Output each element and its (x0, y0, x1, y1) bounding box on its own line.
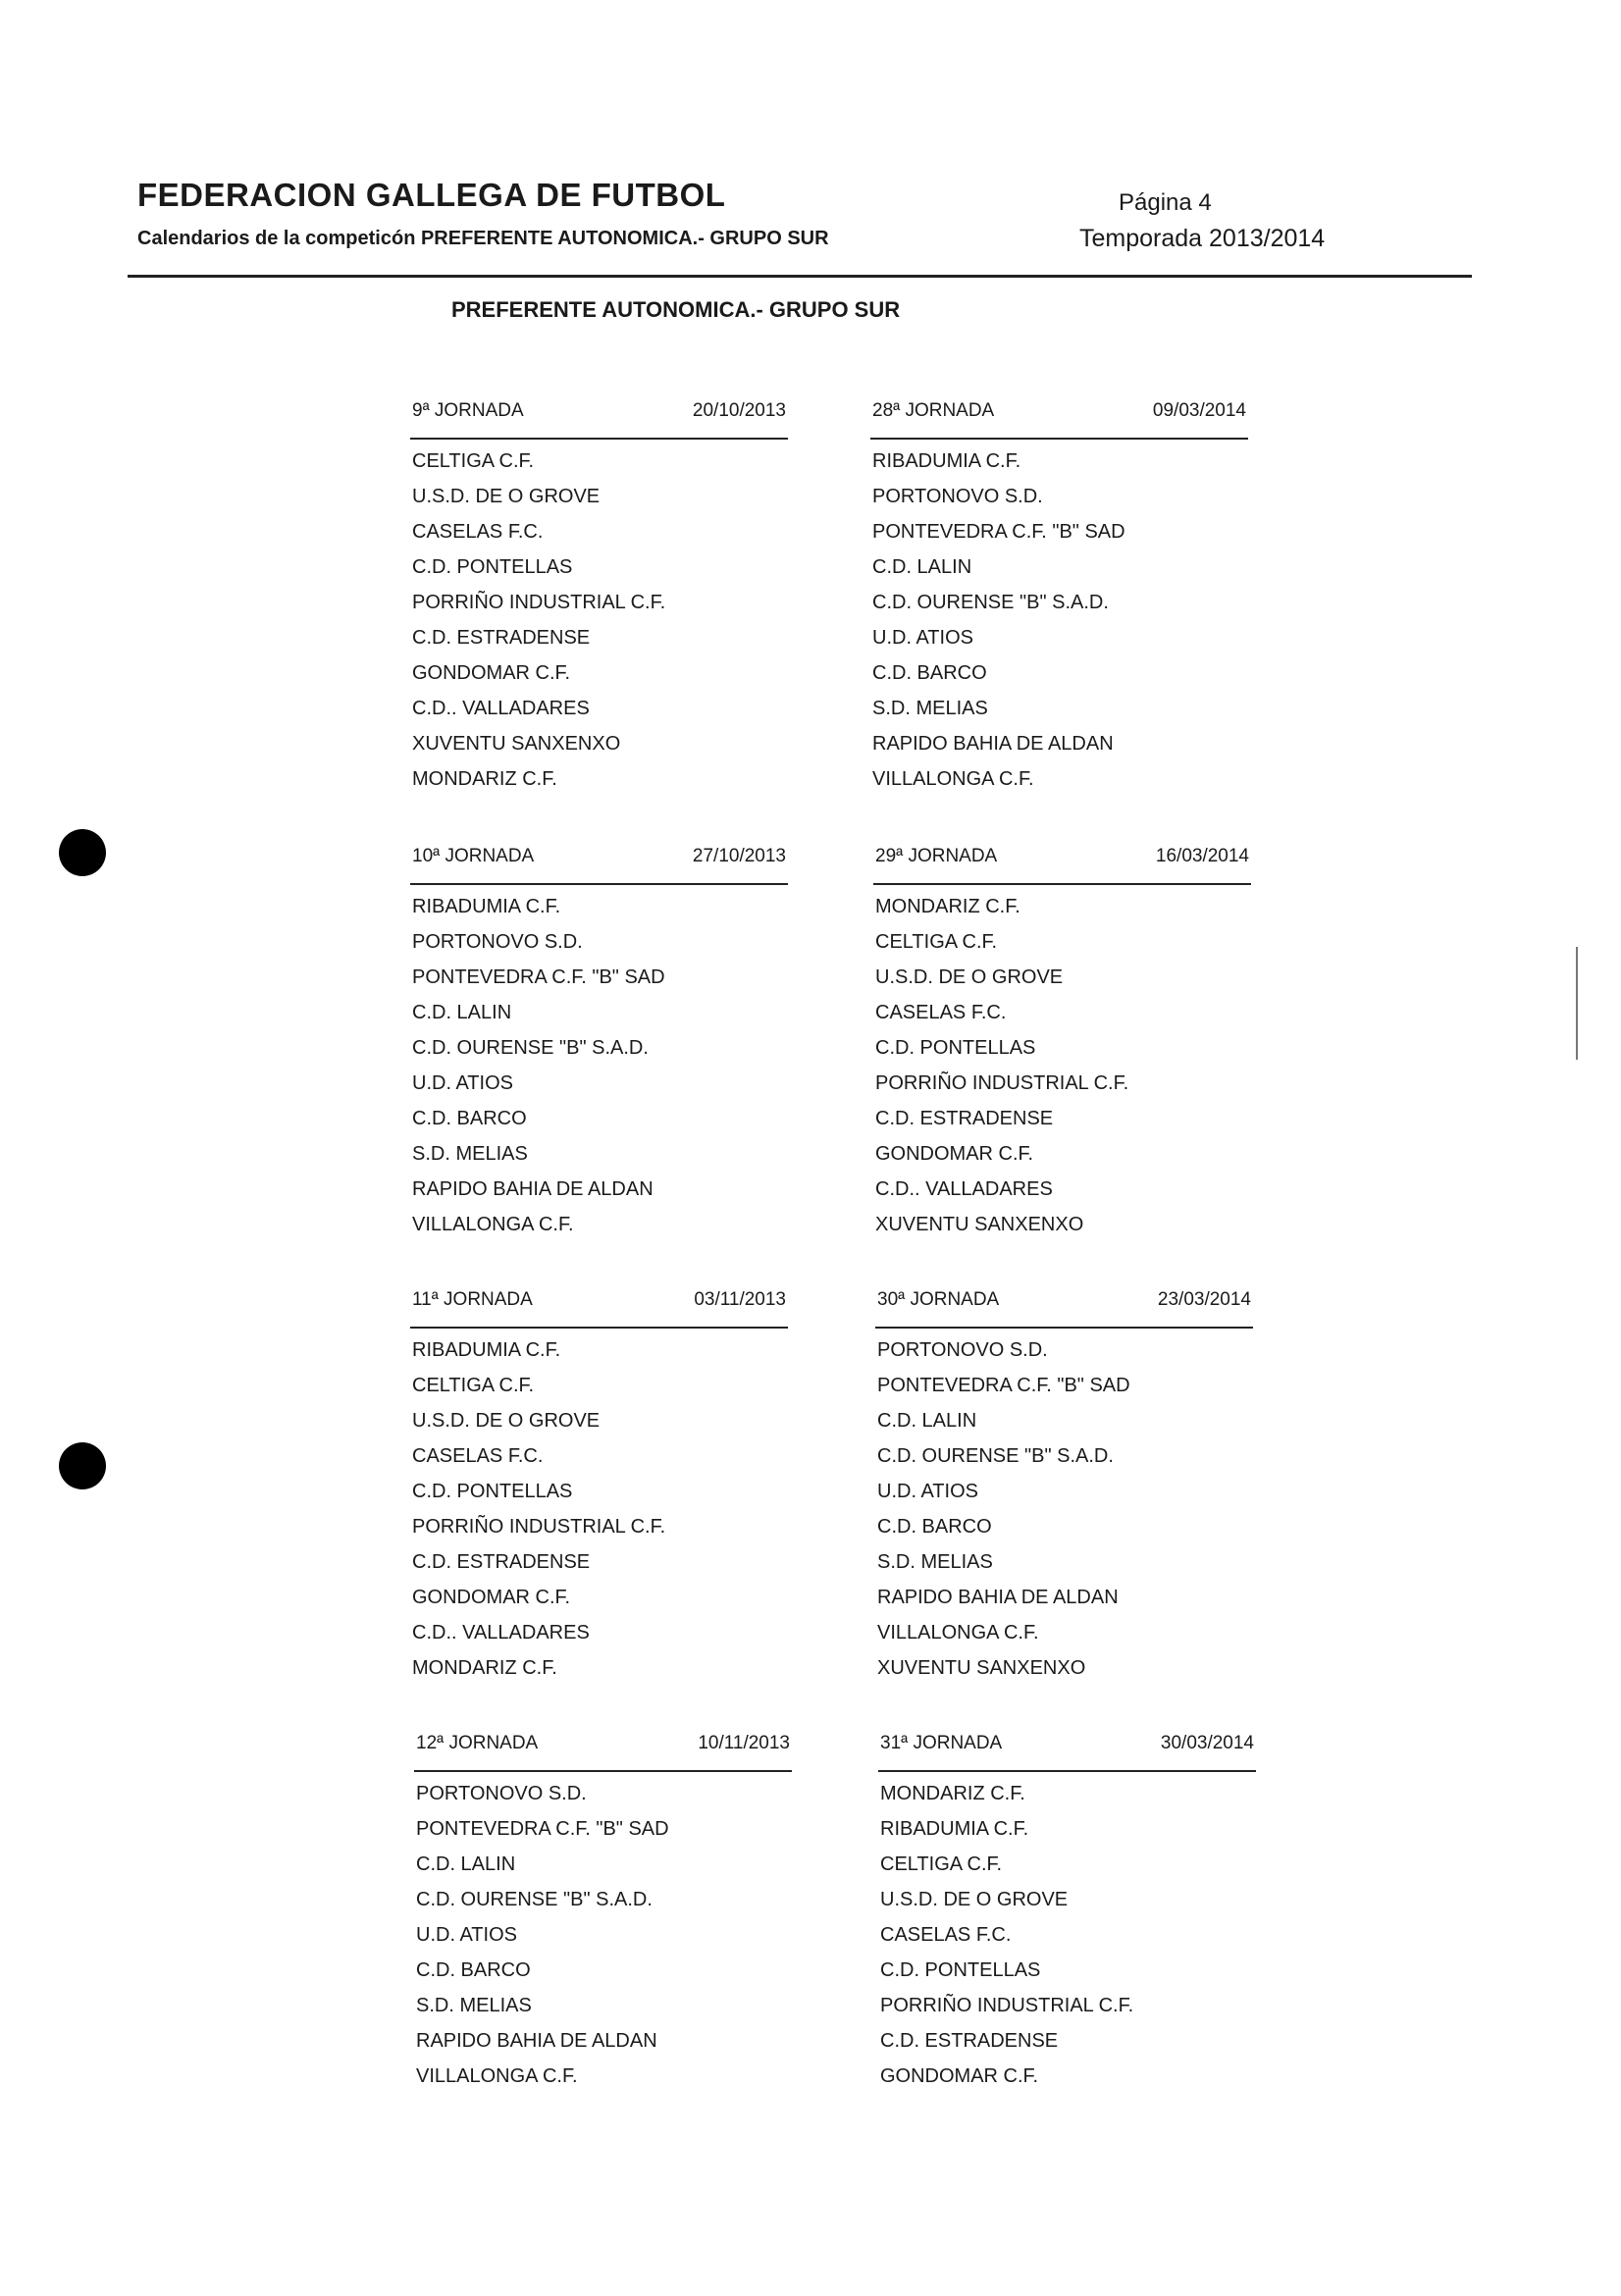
team-name: CASELAS F.C. (880, 1924, 1012, 1946)
team-name: MONDARIZ C.F. (412, 1657, 557, 1679)
team-name: XUVENTU SANXENXO (877, 1657, 1086, 1679)
team-name: PONTEVEDRA C.F. "B" SAD (412, 966, 665, 988)
team-name: VILLALONGA C.F. (416, 2065, 578, 2087)
round-block (410, 1289, 788, 1686)
team-name: GONDOMAR C.F. (875, 1143, 1034, 1165)
team-name: S.D. MELIAS (416, 1995, 532, 2016)
team-name: CELTIGA C.F. (880, 1853, 1003, 1875)
punch-hole-upper (59, 829, 106, 876)
team-name: C.D. ESTRADENSE (412, 627, 591, 649)
round-block (870, 400, 1248, 797)
team-name: RIBADUMIA C.F. (880, 1818, 1029, 1840)
team-name: CASELAS F.C. (412, 521, 544, 543)
team-name: PONTEVEDRA C.F. "B" SAD (877, 1375, 1130, 1396)
team-name: PONTEVEDRA C.F. "B" SAD (872, 521, 1125, 543)
round-header (414, 1733, 792, 1758)
team-name: RAPIDO BAHIA DE ALDAN (412, 1178, 654, 1200)
team-name: U.S.D. DE O GROVE (412, 1410, 601, 1432)
team-name: C.D. BARCO (872, 662, 987, 684)
team-name: VILLALONGA C.F. (877, 1622, 1039, 1644)
team-name: C.D. ESTRADENSE (875, 1108, 1054, 1129)
round-name: 11ª JORNADA (412, 1289, 533, 1310)
team-name: CELTIGA C.F. (412, 1375, 535, 1396)
header-divider (128, 275, 1472, 278)
team-name: PORTONOVO S.D. (412, 931, 583, 953)
team-name: S.D. MELIAS (412, 1143, 528, 1165)
round-date: 03/11/2013 (694, 1289, 786, 1310)
round-header (410, 1289, 788, 1315)
round-header (873, 846, 1251, 871)
round-block (414, 1733, 792, 2094)
team-name: PORRIÑO INDUSTRIAL C.F. (412, 592, 666, 613)
punch-hole-lower (59, 1442, 106, 1489)
team-name: RAPIDO BAHIA DE ALDAN (877, 1587, 1119, 1608)
team-name: U.D. ATIOS (416, 1924, 517, 1946)
team-name: U.D. ATIOS (872, 627, 973, 649)
team-name: XUVENTU SANXENXO (412, 733, 621, 755)
team-name: C.D. BARCO (416, 1959, 531, 1981)
team-name: XUVENTU SANXENXO (875, 1214, 1084, 1235)
team-name: C.D. OURENSE "B" S.A.D. (412, 1037, 649, 1059)
team-list (878, 1776, 1256, 2094)
round-date: 09/03/2014 (1152, 400, 1246, 421)
team-name: C.D. LALIN (872, 556, 972, 578)
round-date: 20/10/2013 (692, 400, 786, 421)
round-header (875, 1289, 1253, 1315)
round-name: 12ª JORNADA (416, 1733, 539, 1753)
team-name: C.D. BARCO (412, 1108, 527, 1129)
team-name: PORRIÑO INDUSTRIAL C.F. (880, 1995, 1134, 2016)
round-name: 28ª JORNADA (872, 400, 995, 421)
team-name: MONDARIZ C.F. (412, 768, 557, 790)
team-name: RIBADUMIA C.F. (872, 450, 1021, 472)
team-name: C.D. ESTRADENSE (412, 1551, 591, 1573)
team-name: C.D. ESTRADENSE (880, 2030, 1059, 2052)
team-name: C.D. BARCO (877, 1516, 992, 1538)
round-header (410, 400, 788, 426)
federation-title: FEDERACION GALLEGA DE FUTBOL (137, 177, 726, 213)
team-name: S.D. MELIAS (872, 698, 988, 719)
round-divider (870, 438, 1248, 440)
round-name: 29ª JORNADA (875, 846, 998, 866)
round-date: 30/03/2014 (1160, 1733, 1254, 1753)
team-list (870, 444, 1248, 797)
round-header (870, 400, 1248, 426)
team-name: C.D. LALIN (877, 1410, 977, 1432)
team-name: C.D.. VALLADARES (875, 1178, 1053, 1200)
team-name: C.D. OURENSE "B" S.A.D. (877, 1445, 1114, 1467)
team-name: PORRIÑO INDUSTRIAL C.F. (875, 1072, 1129, 1094)
team-name: PORRIÑO INDUSTRIAL C.F. (412, 1516, 666, 1538)
round-name: 30ª JORNADA (877, 1289, 1000, 1310)
team-name: U.S.D. DE O GROVE (880, 1889, 1069, 1910)
team-name: C.D. PONTELLAS (880, 1959, 1041, 1981)
round-block (873, 846, 1251, 1242)
round-date: 16/03/2014 (1155, 846, 1249, 866)
team-name: C.D.. VALLADARES (412, 1622, 590, 1644)
team-name: C.D. LALIN (412, 1002, 512, 1023)
team-name: U.D. ATIOS (877, 1481, 978, 1502)
team-name: VILLALONGA C.F. (412, 1214, 574, 1235)
team-name: PORTONOVO S.D. (416, 1783, 587, 1804)
round-divider (410, 438, 788, 440)
team-list (410, 1332, 788, 1686)
round-block (410, 846, 788, 1242)
team-name: U.S.D. DE O GROVE (875, 966, 1064, 988)
team-name: MONDARIZ C.F. (880, 1783, 1025, 1804)
round-block (878, 1733, 1256, 2094)
team-name: CELTIGA C.F. (875, 931, 998, 953)
round-name: 9ª JORNADA (412, 400, 524, 421)
team-name: GONDOMAR C.F. (412, 662, 571, 684)
team-name: C.D. OURENSE "B" S.A.D. (416, 1889, 653, 1910)
round-divider (878, 1770, 1256, 1772)
team-name: CASELAS F.C. (412, 1445, 544, 1467)
team-name: PORTONOVO S.D. (872, 486, 1043, 507)
round-date: 23/03/2014 (1157, 1289, 1251, 1310)
round-date: 10/11/2013 (698, 1733, 790, 1753)
team-name: CASELAS F.C. (875, 1002, 1007, 1023)
round-name: 10ª JORNADA (412, 846, 535, 866)
competition-title: PREFERENTE AUTONOMICA.- GRUPO SUR (451, 297, 901, 322)
team-name: MONDARIZ C.F. (875, 896, 1020, 917)
team-name: C.D.. VALLADARES (412, 698, 590, 719)
page-number: Página 4 (1119, 189, 1212, 216)
round-divider (875, 1327, 1253, 1329)
round-block (410, 400, 788, 797)
team-name: RIBADUMIA C.F. (412, 1339, 561, 1361)
round-block (875, 1289, 1253, 1686)
team-name: RAPIDO BAHIA DE ALDAN (872, 733, 1114, 755)
season-label: Temporada 2013/2014 (1079, 225, 1326, 252)
team-name: U.S.D. DE O GROVE (412, 486, 601, 507)
team-name: VILLALONGA C.F. (872, 768, 1034, 790)
team-name: C.D. PONTELLAS (875, 1037, 1036, 1059)
round-date: 27/10/2013 (692, 846, 786, 866)
calendar-subtitle: Calendarios de la competicón PREFERENTE AUTONOMICA.- GRUPO SUR (137, 228, 829, 249)
team-name: C.D. PONTELLAS (412, 1481, 573, 1502)
round-divider (410, 883, 788, 885)
team-list (875, 1332, 1253, 1686)
team-list (873, 889, 1251, 1242)
team-name: U.D. ATIOS (412, 1072, 513, 1094)
team-name: PORTONOVO S.D. (877, 1339, 1048, 1361)
round-divider (410, 1327, 788, 1329)
team-name: GONDOMAR C.F. (412, 1587, 571, 1608)
team-list (414, 1776, 792, 2094)
round-divider (873, 883, 1251, 885)
team-name: C.D. LALIN (416, 1853, 516, 1875)
team-name: RAPIDO BAHIA DE ALDAN (416, 2030, 657, 2052)
team-name: PONTEVEDRA C.F. "B" SAD (416, 1818, 669, 1840)
team-name: C.D. PONTELLAS (412, 556, 573, 578)
team-name: RIBADUMIA C.F. (412, 896, 561, 917)
round-header (878, 1733, 1256, 1758)
round-divider (414, 1770, 792, 1772)
team-name: GONDOMAR C.F. (880, 2065, 1039, 2087)
team-name: CELTIGA C.F. (412, 450, 535, 472)
round-header (410, 846, 788, 871)
team-name: S.D. MELIAS (877, 1551, 993, 1573)
team-list (410, 444, 788, 797)
scan-margin-mark (1576, 947, 1578, 1060)
team-name: C.D. OURENSE "B" S.A.D. (872, 592, 1109, 613)
team-list (410, 889, 788, 1242)
round-name: 31ª JORNADA (880, 1733, 1003, 1753)
